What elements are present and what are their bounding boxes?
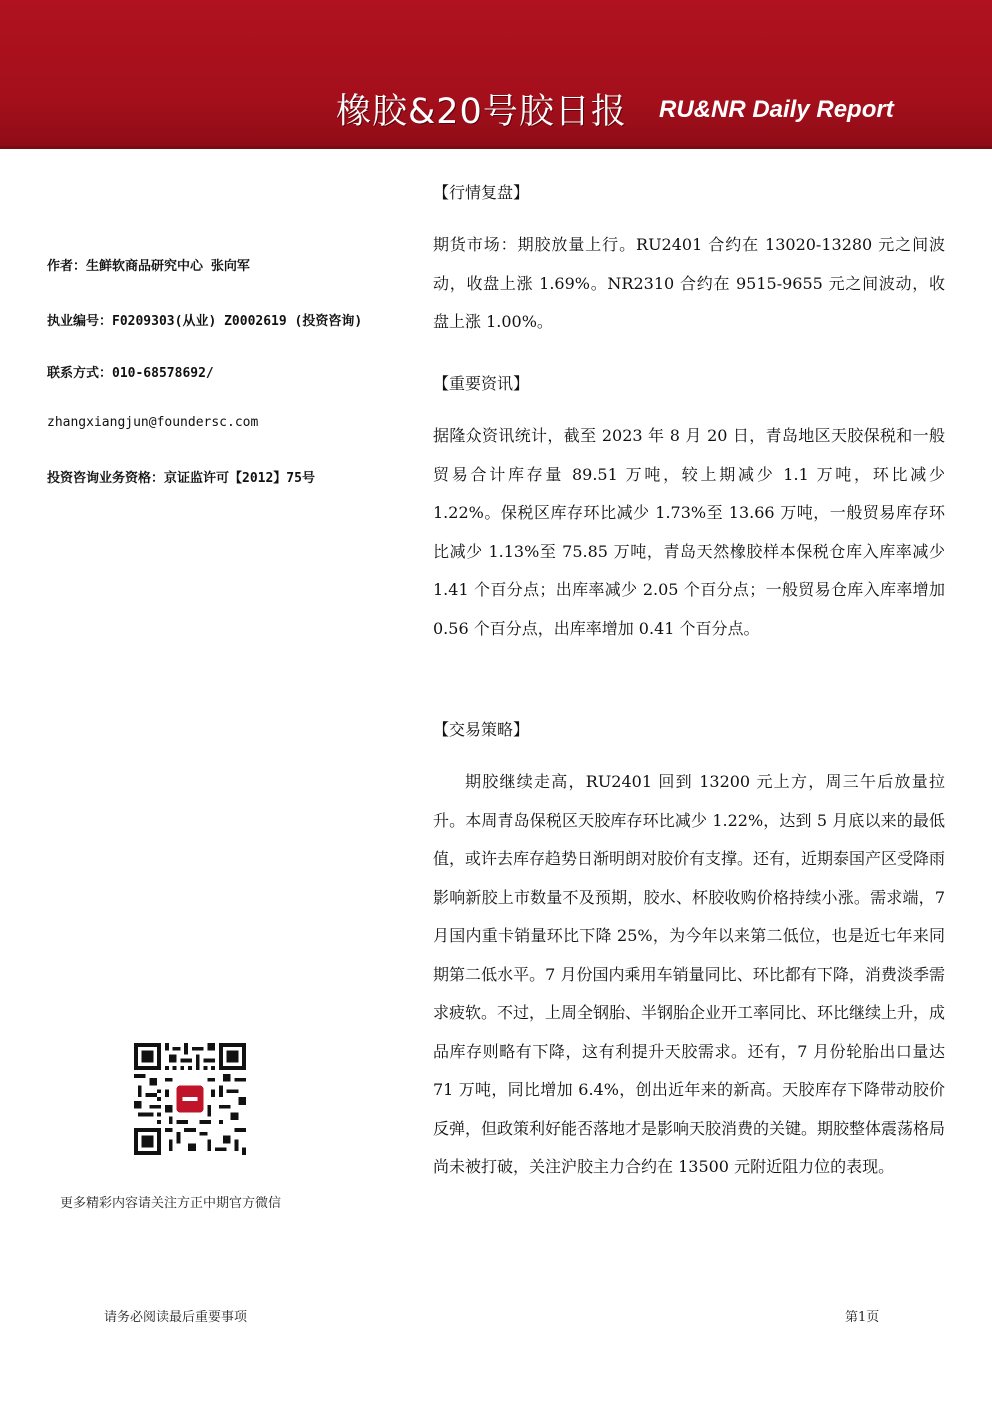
- wechat-qr-code: [134, 1043, 246, 1155]
- section-body-trading-strategy: 期胶继续走高，RU2401 回到 13200 元上方，周三午后放量拉升。本周青岛保税区天胶库存环比减少 1.22%，达到 5 月底以来的最低值，或许去库存趋势日渐明朗对胶价有支撑。还有，近期泰国产区受降雨影响新胶上市数量不及预期，胶水、杯胶收购价格持续小涨。需求端，7 月国内重卡销量环比下降 25%，为今年以来第二低位，也是近七年来同期第二低水平。7 月份国内乘用车销量同比、环比都有下降，消费淡季需求疲软。不过，上周全钢胎、半钢胎企业开工率同比、环比继续上升，成品库存则略有下降，这有利提升天胶需求。还有，7 月份轮胎出口量达 71 万吨，同比增加 6.4%，创出近年来的新高。天胶库存下降带动胶价反弹，但政策利好能否落地才是影响天胶消费的关键。期胶整体震荡格局尚未被打破，关注沪胶主力合约在 13500 元附近阻力位的表现。: [433, 772, 946, 1176]
- section-title-market-review: 【行情复盘】: [433, 183, 530, 202]
- license-line: 执业编号：F0209303(从业) Z0002619 (投资咨询): [47, 314, 363, 329]
- header-divider: [0, 146, 992, 149]
- report-title-en: RU&NR Daily Report: [659, 96, 894, 123]
- footer-notice: 请务必阅读最后重要事项: [104, 1310, 248, 1325]
- qualification-line: 投资咨询业务资格：京证监许可【2012】75号: [47, 471, 315, 486]
- contact-line: 联系方式：010-68578692/: [47, 366, 214, 381]
- qr-caption: 更多精彩内容请关注方正中期官方微信: [60, 1196, 282, 1211]
- page-number: 第1页: [845, 1310, 880, 1325]
- section-title-key-news: 【重要资讯】: [433, 374, 530, 393]
- author-line: 作者：生鲜软商品研究中心 张向军: [47, 259, 250, 274]
- report-title-cn: 橡胶&20号胶日报: [336, 92, 627, 132]
- report-header-banner: [0, 0, 992, 146]
- section-body-market-review: 期货市场：期胶放量上行。RU2401 合约在 13020-13280 元之间波动，收盘上涨 1.69%。NR2310 合约在 9515-9655 元之间波动，收盘上涨 1.00%。: [433, 235, 945, 331]
- section-body-key-news: 据隆众资讯统计，截至 2023 年 8 月 20 日，青岛地区天胶保税和一般贸易合计库存量 89.51 万吨，较上期减少 1.1 万吨，环比减少 1.22%。保税区库存环比减少 1.73%至 13.66 万吨，一般贸易库存环比减少 1.13%至 75.85 万吨，青岛天然橡胶样本保税仓库入库率减少 1.41 个百分点；出库率减少 2.05 个百分点；一般贸易仓库入库率增加 0.56 个百分点，出库率增加 0.41 个百分点。: [433, 426, 945, 638]
- email-line[interactable]: zhangxiangjun@foundersc.com: [47, 415, 259, 430]
- qr-code-icon: [134, 1043, 246, 1155]
- section-title-trading-strategy: 【交易策略】: [433, 720, 530, 739]
